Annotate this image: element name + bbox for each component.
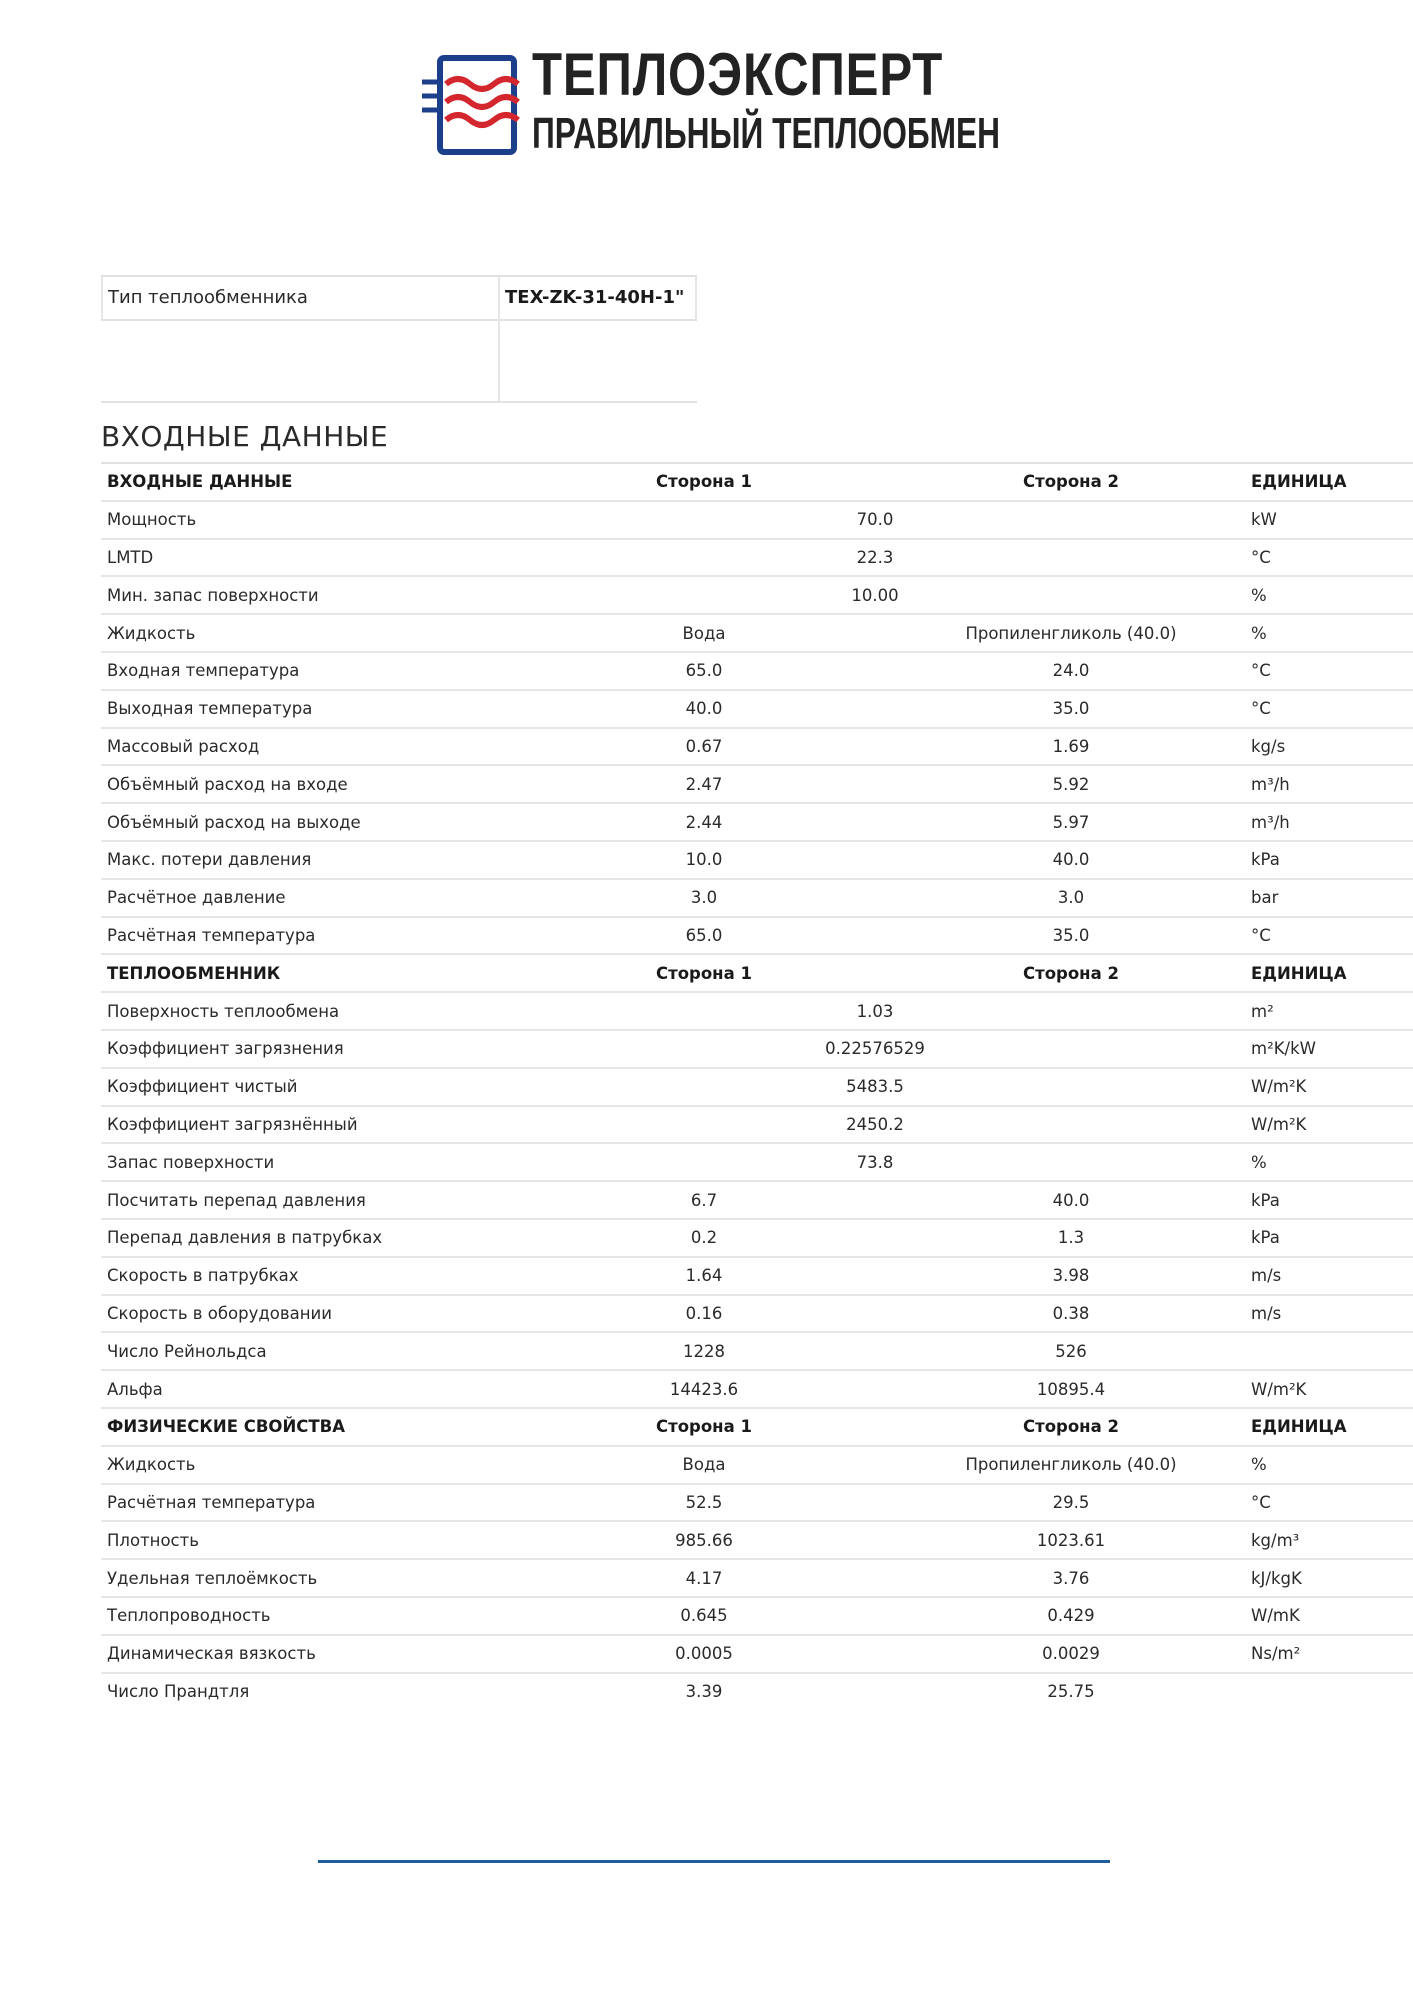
row-common-value: 2450.2 [511,1106,1245,1144]
row-label: Входная температура [101,652,511,690]
row-common-value: 10.00 [511,576,1245,614]
row-unit: °C [1245,1484,1413,1522]
row-side1-value: 0.0005 [511,1635,897,1673]
row-side2-value: Пропиленгликоль (40.0) [897,1446,1245,1484]
row-unit: kg/s [1245,728,1413,766]
row-common-value: 0.22576529 [511,1030,1245,1068]
row-label: Скорость в патрубках [101,1257,511,1295]
row-label: Плотность [101,1521,511,1559]
row-label: Альфа [101,1370,511,1408]
row-unit: m/s [1245,1257,1413,1295]
row-unit: kPa [1245,1219,1413,1257]
row-unit: m³/h [1245,803,1413,841]
heat-exchanger-icon [420,48,532,160]
row-label: Теплопроводность [101,1597,511,1635]
row-unit: % [1245,576,1413,614]
row-label: Массовый расход [101,728,511,766]
row-side1-value: 10.0 [511,841,897,879]
table-row [101,841,1413,879]
row-unit [1245,1673,1413,1710]
table-row [101,501,1413,539]
row-unit: °C [1245,690,1413,728]
row-side2-value: 29.5 [897,1484,1245,1522]
row-side1-value: 65.0 [511,652,897,690]
row-side2-value: 35.0 [897,690,1245,728]
row-label: LMTD [101,539,511,577]
row-side1-value: 6.7 [511,1181,897,1219]
type-box-left-border [101,277,103,319]
exchanger-type-box [101,275,697,403]
row-side2-value: 24.0 [897,652,1245,690]
row-side1-value: 40.0 [511,690,897,728]
row-label: Скорость в оборудовании [101,1295,511,1333]
header-side2: Сторона 2 [897,463,1245,501]
row-side1-value: 4.17 [511,1559,897,1597]
row-unit: W/m²K [1245,1106,1413,1144]
row-unit: m/s [1245,1295,1413,1333]
row-label: Выходная температура [101,690,511,728]
row-side2-value: 526 [897,1332,1245,1370]
row-unit: °C [1245,917,1413,955]
row-label: Посчитать перепад давления [101,1181,511,1219]
table-section-header [101,954,1413,992]
table-row [101,917,1413,955]
row-label: Мощность [101,501,511,539]
brand-name: ТЕПЛОЭКСПЕРТ [532,41,944,108]
row-side1-value: 0.16 [511,1295,897,1333]
row-side2-value: 0.429 [897,1597,1245,1635]
table-row [101,1597,1413,1635]
row-side2-value: 3.0 [897,879,1245,917]
row-side2-value: 0.38 [897,1295,1245,1333]
table-row [101,1030,1413,1068]
row-side2-value: 35.0 [897,917,1245,955]
row-common-value: 1.03 [511,992,1245,1030]
table-row [101,1521,1413,1559]
table-row [101,652,1413,690]
row-side1-value: Вода [511,614,897,652]
footer-line [318,1860,1110,1863]
results-table [101,462,1413,1709]
header-side2: Сторона 2 [897,954,1245,992]
row-label: Коэффициент чистый [101,1068,511,1106]
table-section-header [101,463,1413,501]
row-unit: % [1245,614,1413,652]
brand-slogan: ПРАВИЛЬНЫЙ ТЕПЛООБМЕН [532,109,1001,158]
row-unit: kW [1245,501,1413,539]
section-header-label: ФИЗИЧЕСКИЕ СВОЙСТВА [101,1408,511,1446]
row-side2-value: 25.75 [1047,1681,1095,1701]
row-unit: °C [1245,652,1413,690]
header-side1: Сторона 1 [511,954,897,992]
row-unit: % [1245,1446,1413,1484]
row-unit: Ns/m² [1245,1635,1413,1673]
section-header-label: ВХОДНЫЕ ДАННЫЕ [101,463,511,501]
table-row [101,1068,1413,1106]
row-side2-value: 40.0 [897,1181,1245,1219]
row-side2-value: Пропиленгликоль (40.0) [897,614,1245,652]
table-row [101,1635,1413,1673]
row-side1-value: 0.645 [511,1597,897,1635]
table-row [101,1106,1413,1144]
brand-logo [420,40,1000,160]
row-label: Динамическая вязкость [101,1635,511,1673]
table-row [101,1143,1413,1181]
row-side2-value: 40.0 [897,841,1245,879]
row-label: Поверхность теплообмена [101,992,511,1030]
row-label: Макс. потери давления [101,841,511,879]
row-unit: % [1245,1143,1413,1181]
table-row [101,576,1413,614]
row-common-value: 5483.5 [511,1068,1245,1106]
row-label: Мин. запас поверхности [101,576,511,614]
row-label: Жидкость [101,1446,511,1484]
row-side1-value: 3.0 [511,879,897,917]
table-row [101,690,1413,728]
row-label: Коэффициент загрязнённый [101,1106,511,1144]
table-row [101,803,1413,841]
header-unit: ЕДИНИЦА [1245,954,1413,992]
row-label: Число Рейнольдса [101,1332,511,1370]
row-unit: m³/h [1245,765,1413,803]
row-unit [1245,1332,1413,1370]
row-label: Жидкость [101,614,511,652]
row-unit: W/mK [1245,1597,1413,1635]
table-row [101,765,1413,803]
header-unit: ЕДИНИЦА [1245,463,1413,501]
table-row [101,614,1413,652]
row-side1-value: 14423.6 [511,1370,897,1408]
row-unit: kPa [1245,1181,1413,1219]
table-row [101,1673,1413,1710]
row-unit: bar [1245,879,1413,917]
table-row [101,1370,1413,1408]
table-row [101,539,1413,577]
row-label: Удельная теплоёмкость [101,1559,511,1597]
row-common-value: 73.8 [511,1143,1245,1181]
row-side2-value: 1023.61 [897,1521,1245,1559]
row-side1-value: 0.67 [511,728,897,766]
row-side1-value: 0.2 [511,1219,897,1257]
row-side1-value: 65.0 [511,917,897,955]
table-row [101,1219,1413,1257]
row-common-value: 22.3 [511,539,1245,577]
row-side2-value: 1.69 [897,728,1245,766]
table-row [101,1484,1413,1522]
exchanger-type-label: Тип теплообменника [108,287,308,308]
header-side1: Сторона 1 [511,1408,897,1446]
row-side2-value: 3.98 [897,1257,1245,1295]
row-label: Коэффициент загрязнения [101,1030,511,1068]
table-row [101,992,1413,1030]
row-unit: m² [1245,992,1413,1030]
exchanger-type-row [101,277,697,321]
row-side1-value: 52.5 [511,1484,897,1522]
table-row [101,879,1413,917]
row-side1-value: Вода [511,1446,897,1484]
row-unit: kg/m³ [1245,1521,1413,1559]
row-side1-value: 2.44 [511,803,897,841]
row-side1-value: 3.39 [685,1681,723,1701]
row-side2-value: 0.0029 [897,1635,1245,1673]
row-side2-value: 5.97 [897,803,1245,841]
row-label: Расчётное давление [101,879,511,917]
header-side1: Сторона 1 [511,463,897,501]
header-side2: Сторона 2 [897,1408,1245,1446]
row-common-value: 70.0 [511,501,1245,539]
table-row [101,1446,1413,1484]
table-row [101,1559,1413,1597]
table-row [101,1257,1413,1295]
row-label: Расчётная температура [101,917,511,955]
type-box-separator [498,277,500,401]
row-side2-value: 5.92 [897,765,1245,803]
row-side1-value: 1228 [511,1332,897,1370]
row-side2-value: 10895.4 [897,1370,1245,1408]
row-unit: kJ/kgK [1245,1559,1413,1597]
table-row [101,1181,1413,1219]
row-label: Объёмный расход на выходе [101,803,511,841]
row-unit: m²K/kW [1245,1030,1413,1068]
row-side2-value: 1.3 [897,1219,1245,1257]
row-unit: W/m²K [1245,1068,1413,1106]
row-side1-value: 985.66 [511,1521,897,1559]
row-side2-value: 3.76 [897,1559,1245,1597]
table-section-header [101,1408,1413,1446]
exchanger-type-value: TEX-ZK-31-40H-1" [505,287,685,308]
header-unit: ЕДИНИЦА [1245,1408,1413,1446]
row-label: Перепад давления в патрубках [101,1219,511,1257]
table-row [101,1332,1413,1370]
row-side1-value: 1.64 [511,1257,897,1295]
row-unit: W/m²K [1245,1370,1413,1408]
row-label: Запас поверхности [101,1143,511,1181]
section-header-label: ТЕПЛООБМЕННИК [101,954,511,992]
results-table-body [101,463,1413,1709]
row-unit: kPa [1245,841,1413,879]
row-label: Объёмный расход на входе [101,765,511,803]
type-box-right-border [695,277,697,319]
section-title: ВХОДНЫЕ ДАННЫЕ [101,420,389,453]
row-label: Число Прандтля [107,1681,250,1701]
row-side1-value: 2.47 [511,765,897,803]
row-unit: °C [1245,539,1413,577]
table-row [101,728,1413,766]
table-row [101,1295,1413,1333]
row-label: Расчётная температура [101,1484,511,1522]
